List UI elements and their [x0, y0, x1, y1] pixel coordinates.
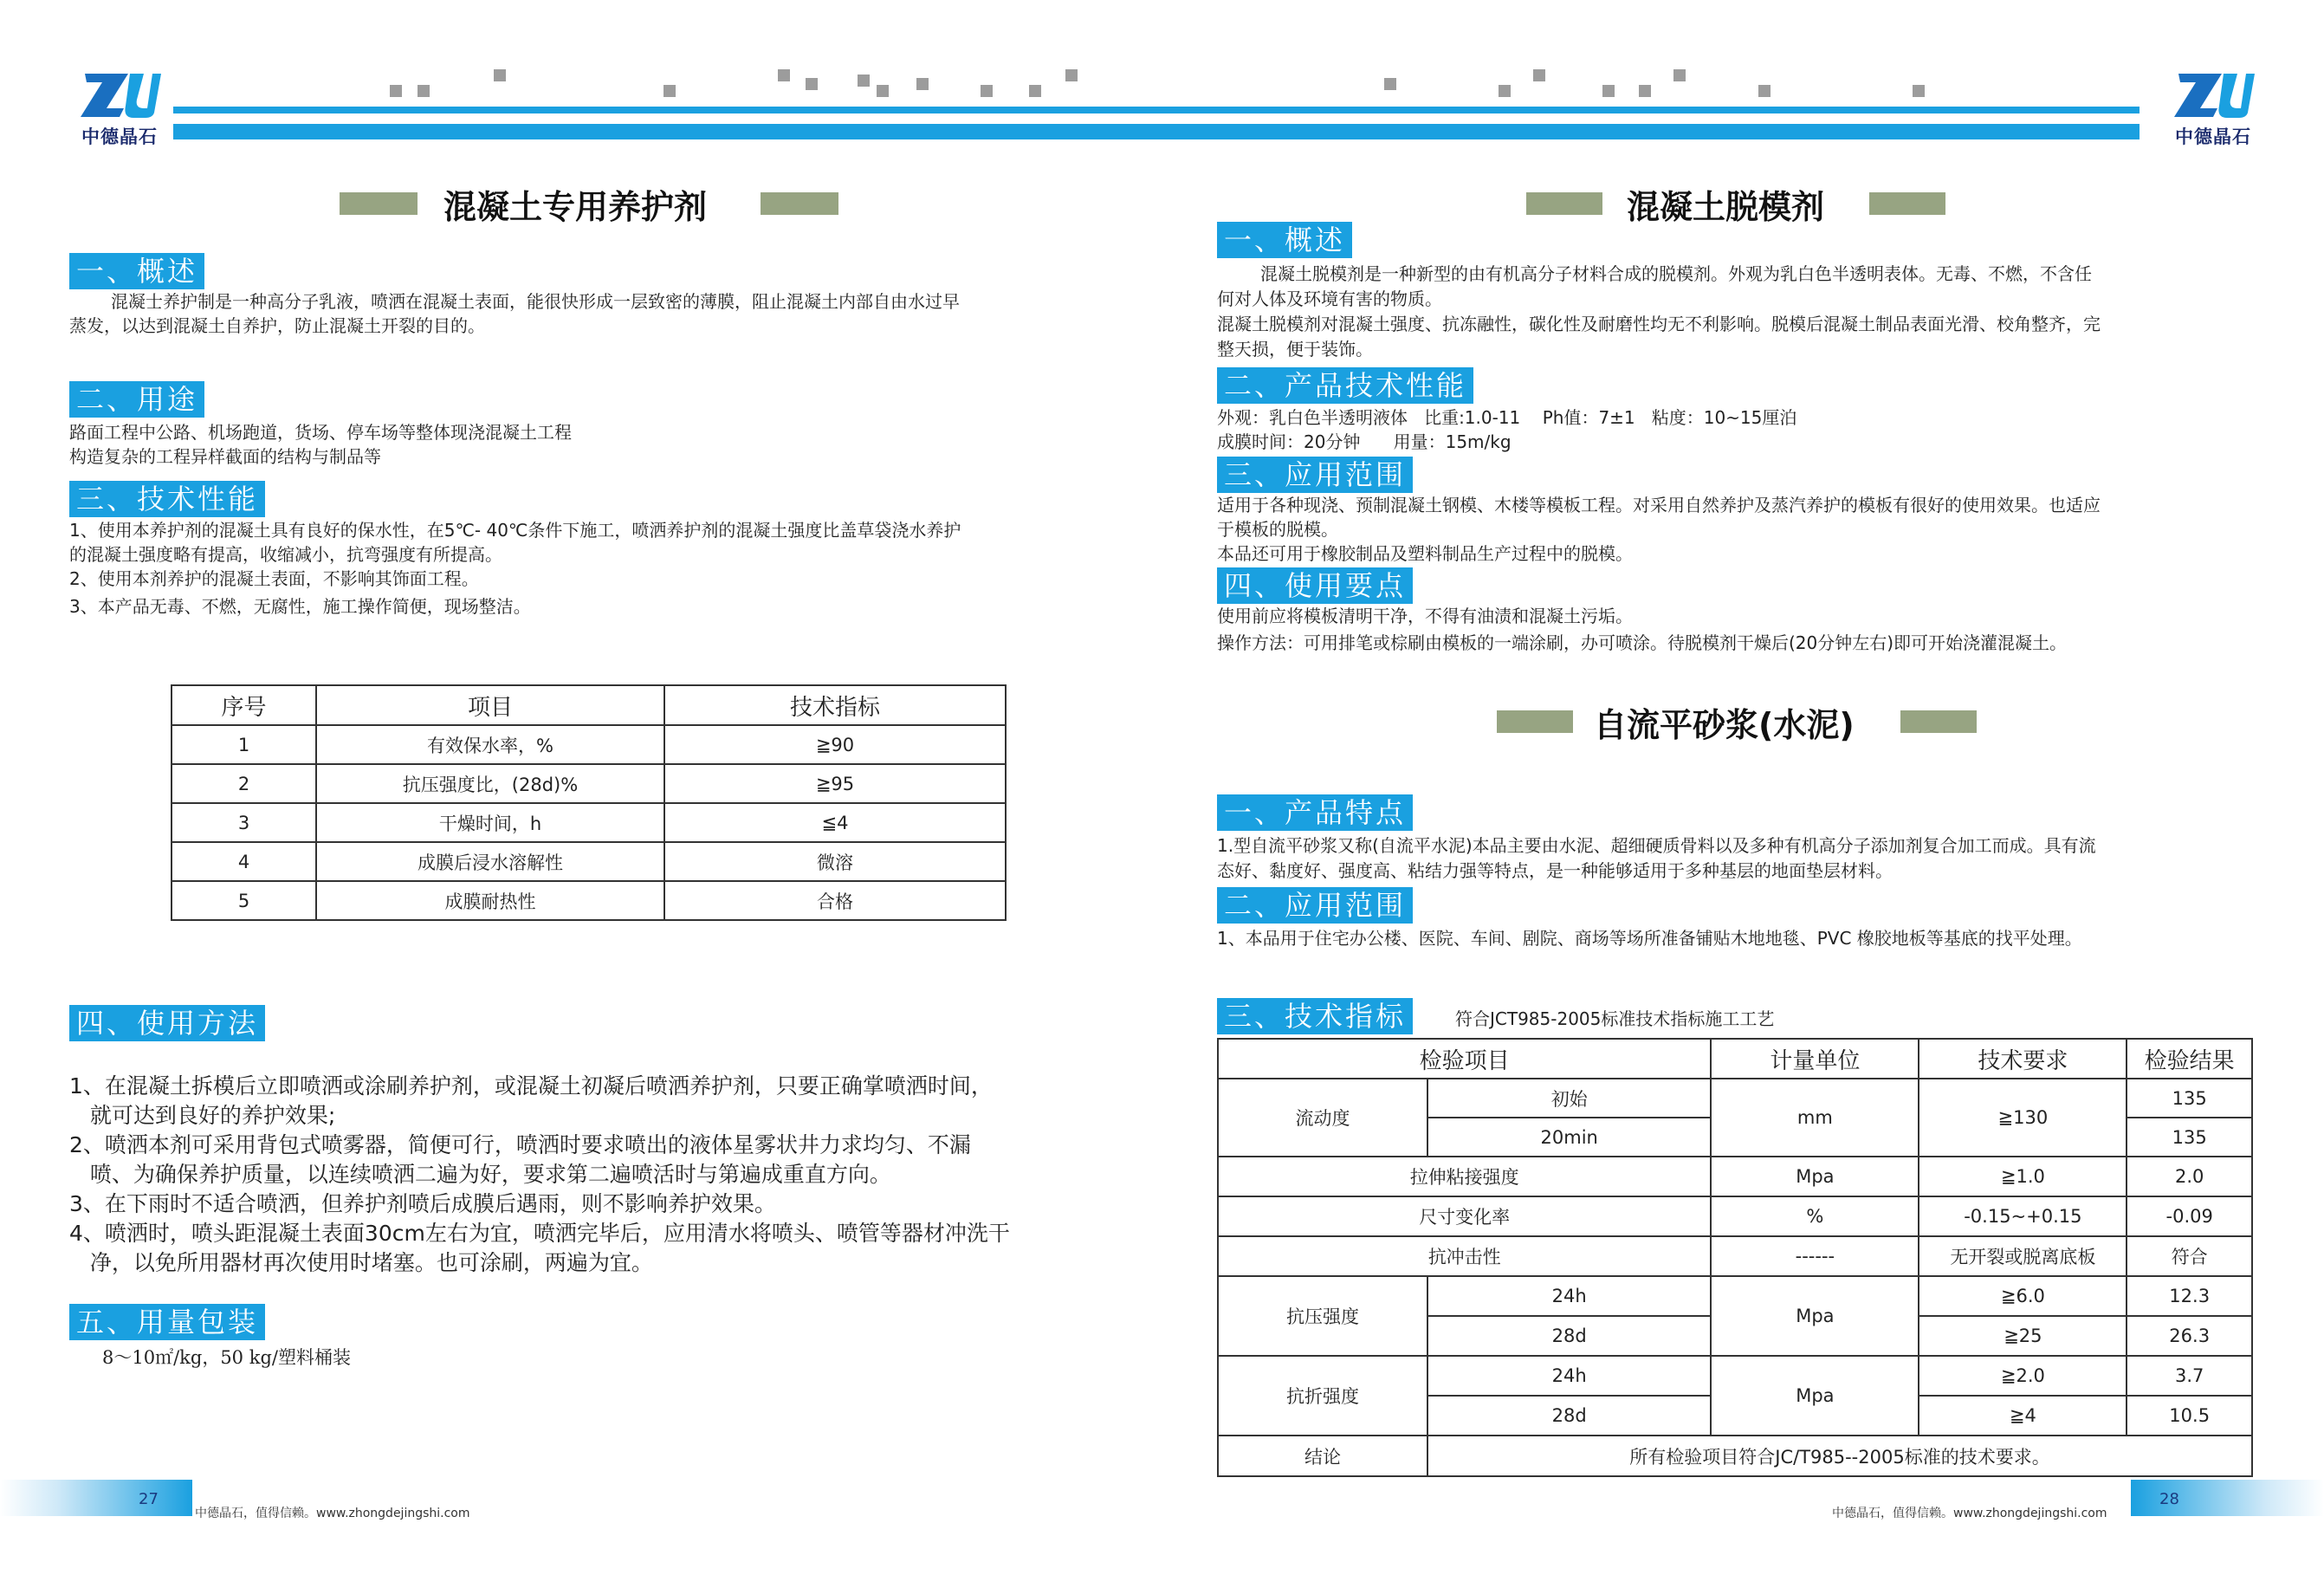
- table-cell: 成膜耐热性: [316, 881, 664, 920]
- section-heading: 三、技术指标: [1217, 998, 1413, 1034]
- table-row: [172, 764, 1006, 803]
- section-heading: 一、概述: [69, 253, 204, 289]
- table-cell: 24h: [1427, 1276, 1711, 1316]
- table-cell: 5: [172, 881, 316, 920]
- table-cell: 微溶: [664, 842, 1006, 881]
- section-heading: 二、产品技术性能: [1217, 367, 1473, 404]
- paragraph-line: 于模板的脱模。: [1217, 519, 1338, 540]
- paragraph-line: 路面工程中公路、机场跑道，货场、停车场等整体现浇混凝土工程: [69, 422, 572, 443]
- table-cell: 28d: [1427, 1316, 1711, 1356]
- table-cell: Mpa: [1711, 1276, 1919, 1356]
- footer-bar-left: [0, 1480, 192, 1516]
- section-heading: 一、产品特点: [1217, 794, 1413, 831]
- table-row: [1218, 1157, 2252, 1196]
- table-cell: 抗冲击性: [1218, 1236, 1711, 1276]
- table-cell: 135: [2127, 1118, 2252, 1157]
- brand-logo-right: [2170, 69, 2256, 152]
- page-title: 混凝土脱模剂: [1627, 188, 1825, 226]
- test-table: [1217, 1038, 2253, 1477]
- title-bar-right: [1869, 192, 1945, 215]
- zd-logo-icon: [76, 69, 163, 121]
- title-bar-right: [1900, 710, 1977, 733]
- table-cell: ≧2.0: [1919, 1356, 2127, 1396]
- paragraph-line: 混凝士养护制是一种高分子乳液，喷洒在混凝土表面，能很快形成一层致密的薄膜，阻止混凝土内部自由水过早: [111, 291, 960, 312]
- table-header: 检验结果: [2127, 1039, 2252, 1079]
- table-header: 技术指标: [664, 685, 1006, 725]
- brand-logo-left: [76, 69, 163, 152]
- table-cell: 所有检验项目符合JC/T985--2005标准的技术要求。: [1427, 1436, 2252, 1476]
- table-row: [172, 725, 1006, 764]
- table-cell: 2.0: [2127, 1157, 2252, 1196]
- section-heading: 三、技术性能: [69, 481, 265, 517]
- page-title: 混凝土专用养护剂: [443, 188, 708, 226]
- table-cell: ≧4: [1919, 1396, 2127, 1436]
- paragraph-line: 4、喷洒时，喷头距混凝土表面30cm左右为宜，喷洒完毕后，应用清水将喷头、喷管等器材冲洗干: [69, 1221, 1010, 1246]
- table-row: [172, 842, 1006, 881]
- standard-note: 符合JCT985-2005标准技术指标施工工艺: [1455, 1008, 1775, 1029]
- paragraph-line: 的混凝土强度略有提高，收缩减小，抗弯强度有所提高。: [69, 544, 502, 565]
- table-cell: ------: [1711, 1236, 1919, 1276]
- table-cell: 3.7: [2127, 1356, 2252, 1396]
- table-cell: ≧6.0: [1919, 1276, 2127, 1316]
- table-cell: 无开裂或脱离底板: [1919, 1236, 2127, 1276]
- table-cell: 抗压强度: [1218, 1276, 1427, 1356]
- table-row: [1218, 1276, 2252, 1316]
- table-cell: 28d: [1427, 1396, 1711, 1436]
- table-cell: 尺寸变化率: [1218, 1196, 1711, 1236]
- table-cell: ≧130: [1919, 1079, 2127, 1157]
- section-heading: 一、概述: [1217, 222, 1352, 258]
- table-cell: 合格: [664, 881, 1006, 920]
- paragraph-line: 本品还可用于橡胶制品及塑料制品生产过程中的脱模。: [1217, 543, 1633, 564]
- paragraph-line: 1、在混凝土拆模后立即喷洒或涂刷养护剂，或混凝土初凝后喷洒养护剂，只要正确掌喷洒时间，: [69, 1073, 993, 1099]
- table-cell: 4: [172, 842, 316, 881]
- title-bar-left: [1526, 192, 1602, 215]
- table-cell: 1: [172, 725, 316, 764]
- table-cell: 拉伸粘接强度: [1218, 1157, 1711, 1196]
- zd-logo-icon: [2170, 69, 2256, 121]
- paragraph-line: 混凝土脱模剂是一种新型的由有机高分子材料合成的脱模剂。外观为乳白色半透明表体。无毒、不燃，不含任: [1260, 263, 2092, 284]
- table-cell: Mpa: [1711, 1356, 1919, 1436]
- spec-table: [171, 684, 1007, 921]
- table-header: 计量单位: [1711, 1039, 1919, 1079]
- paragraph-line: 1.型自流平砂浆又称(自流平水泥)本品主要由水泥、超细硬质骨料以及多种有机高分子添加剂复合加工而成。具有流: [1217, 835, 2096, 856]
- paragraph-line: 混凝土脱模剂对混凝土强度、抗冻融性，碳化性及耐磨性均无不利影响。脱模后混凝土制品表面光滑、校角整齐，完: [1217, 314, 2101, 334]
- table-header: 项目: [316, 685, 664, 725]
- table-header-row: [172, 685, 1006, 725]
- paragraph-line: 3、本产品无毒、不燃，无腐性，施工操作简便，现场整洁。: [69, 596, 531, 617]
- header-band: [173, 124, 2140, 139]
- section-heading: 二、用途: [69, 381, 204, 418]
- paragraph-line: 1、本品用于住宅办公楼、医院、车间、剧院、商场等场所准备铺贴木地地毯、PVC 橡胶地板等基底的找平处理。: [1217, 928, 2082, 949]
- table-cell: -0.15~+0.15: [1919, 1196, 2127, 1236]
- paragraph-line: 2、使用本剂养护的混凝土表面，不影响其饰面工程。: [69, 568, 479, 589]
- paragraph-line: 净，以免所用器材再次使用时堵塞。也可涂刷，两遍为宜。: [69, 1250, 653, 1275]
- table-row: [1218, 1079, 2252, 1118]
- table-cell: 10.5: [2127, 1396, 2252, 1436]
- paragraph-line: 整天损，便于装饰。: [1217, 339, 1373, 360]
- paragraph-line: 使用前应将模板清明干净，不得有油渍和混凝土污垢。: [1217, 606, 1633, 626]
- table-cell: 20min: [1427, 1118, 1711, 1157]
- table-cell: 初始: [1427, 1079, 1711, 1118]
- table-header-row: [1218, 1039, 2252, 1079]
- table-cell: 26.3: [2127, 1316, 2252, 1356]
- table-cell: 2: [172, 764, 316, 803]
- section-heading: 四、使用方法: [69, 1005, 265, 1041]
- table-cell: ≧90: [664, 725, 1006, 764]
- table-cell: 符合: [2127, 1236, 2252, 1276]
- table-header: 序号: [172, 685, 316, 725]
- table-cell: 135: [2127, 1079, 2252, 1118]
- table-row: [1218, 1436, 2252, 1476]
- header-line: [173, 107, 2140, 113]
- paragraph-line: 就可达到良好的养护效果;: [69, 1103, 336, 1128]
- section-heading: 五、用量包装: [69, 1304, 265, 1340]
- table-cell: Mpa: [1711, 1157, 1919, 1196]
- brand-name: 中德晶石: [2175, 126, 2251, 147]
- footer-text: 中德晶石，值得信赖。www.zhongdejingshi.com: [1832, 1507, 2107, 1520]
- paragraph-line: 喷、为确保养护质量，以连续喷洒二遍为好，要求第二遍喷活时与第遍成重直方向。: [69, 1162, 891, 1187]
- section-heading: 三、应用范围: [1217, 457, 1413, 493]
- table-cell: 抗折强度: [1218, 1356, 1427, 1436]
- table-cell: ≧25: [1919, 1316, 2127, 1356]
- paragraph-line: 1、使用本养护剂的混凝土具有良好的保水性，在5℃- 40℃条件下施工，喷洒养护剂的混凝土强度比盖草袋浇水养护: [69, 520, 961, 541]
- table-cell: ≧1.0: [1919, 1157, 2127, 1196]
- paragraph-line: 2、喷洒本剂可采用背包式喷雾器，简便可行，喷洒时要求喷出的液体星雾状井力求均匀、不漏: [69, 1132, 971, 1157]
- table-cell: 流动度: [1218, 1079, 1427, 1157]
- table-cell: 成膜后浸水溶解性: [316, 842, 664, 881]
- table-cell: 12.3: [2127, 1276, 2252, 1316]
- table-cell: 抗压强度比，(28d)%: [316, 764, 664, 803]
- page-number: 28: [2159, 1490, 2179, 1508]
- section-heading: 四、使用要点: [1217, 567, 1413, 604]
- paragraph-line: 蒸发，以达到混凝土自养护，防止混凝土开裂的目的。: [69, 315, 485, 336]
- paragraph-line: 外观：乳白色半透明液体 比重:1.0-11 Ph值：7±1 粘度：10~15厘泊: [1217, 407, 1797, 428]
- table-cell: mm: [1711, 1079, 1919, 1157]
- brand-name: 中德晶石: [81, 126, 158, 147]
- table-cell: -0.09: [2127, 1196, 2252, 1236]
- table-cell: 结论: [1218, 1436, 1427, 1476]
- paragraph-line: 成膜时间：20分钟 用量：15m/kg: [1217, 431, 1512, 452]
- table-row: [172, 803, 1006, 842]
- page-title: 自流平砂浆(水泥): [1594, 706, 1855, 744]
- paragraph-line: 构造复杂的工程异样截面的结构与制品等: [69, 446, 381, 467]
- section-heading: 二、应用范围: [1217, 887, 1413, 924]
- paragraph-line: 操作方法：可用排笔或棕刷由模板的一端涂刷，办可喷涂。待脱模剂干燥后(20分钟左右)即可开始浇灌混凝土。: [1217, 632, 2068, 653]
- table-row: [1218, 1356, 2252, 1396]
- table-cell: 有效保水率，%: [316, 725, 664, 764]
- table-cell: ≦4: [664, 803, 1006, 842]
- table-cell: 24h: [1427, 1356, 1711, 1396]
- table-header: 技术要求: [1919, 1039, 2127, 1079]
- table-row: [1218, 1236, 2252, 1276]
- table-header: 检验项目: [1218, 1039, 1711, 1079]
- table-cell: 3: [172, 803, 316, 842]
- table-cell: ≧95: [664, 764, 1006, 803]
- paragraph-line: 3、在下雨时不适合喷洒，但养护剂喷后成膜后遇雨，则不影响养护效果。: [69, 1191, 776, 1216]
- paragraph-line: 适用于各种现浇、预制混凝土钢模、木楼等模板工程。对采用自然养护及蒸汽养护的模板有很好的使用效果。也适应: [1217, 495, 2101, 515]
- title-bar-left: [1497, 710, 1573, 733]
- table-row: [1218, 1196, 2252, 1236]
- page-number: 27: [139, 1490, 159, 1508]
- footer-text: 中德晶石，值得信赖。www.zhongdejingshi.com: [195, 1507, 470, 1520]
- table-row: [172, 881, 1006, 920]
- paragraph-line: 8～10㎡/kg，50 kg/塑料桶装: [102, 1347, 351, 1368]
- table-cell: %: [1711, 1196, 1919, 1236]
- title-bar-right: [761, 192, 838, 215]
- title-bar-left: [340, 192, 418, 215]
- table-cell: 干燥时间，h: [316, 803, 664, 842]
- paragraph-line: 何对人体及环境有害的物质。: [1217, 288, 1442, 309]
- paragraph-line: 态好、黏度好、强度高、粘结力强等特点，是一种能够适用于多种基层的地面垫层材料。: [1217, 860, 1893, 881]
